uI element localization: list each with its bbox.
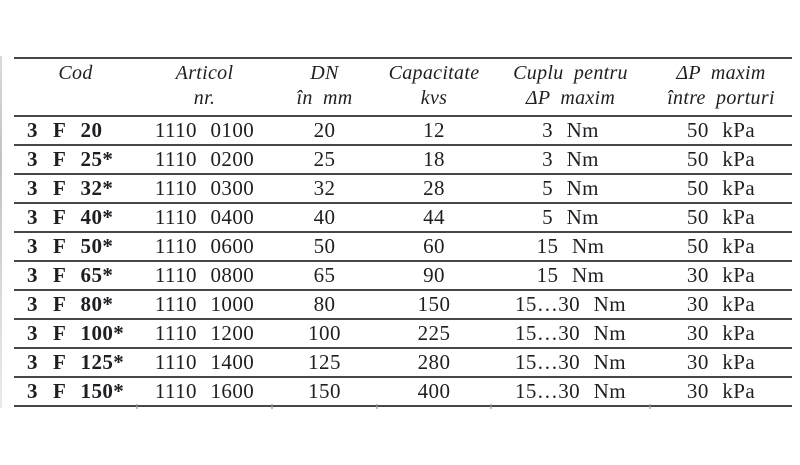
data-cell: 3 Nm [542,118,599,142]
data-cell: 12 [423,118,445,142]
header-line2: între porturi [667,87,775,109]
data-cell: 18 [423,147,445,171]
table-body [14,116,792,406]
data-cell: 50 kPa [686,205,756,229]
data-cell: 28 [423,176,445,200]
data-cell: 30 kPa [686,263,756,287]
code-cell: 3 F 40* [27,205,114,229]
table-row [14,377,792,406]
scan-edge-artifact [0,56,2,408]
data-cell: 50 kPa [686,147,756,171]
table-header [14,58,792,116]
data-cell: 150 [308,379,341,403]
header-line1: Capacitate [388,62,480,84]
column-divider-stub [649,404,651,409]
table-row [14,290,792,319]
data-cell: 30 kPa [686,350,756,374]
code-cell: 3 F 25* [27,147,114,171]
column-divider-stub [136,404,138,409]
table-row [14,232,792,261]
table-row [14,145,792,174]
data-cell: 30 kPa [686,292,756,316]
code-cell: 3 F 32* [27,176,114,200]
data-cell: 1110 1400 [154,350,255,374]
table-row [14,203,792,232]
table-row [14,116,792,145]
data-cell: 32 [313,176,336,200]
data-cell: 50 kPa [686,118,756,142]
data-cell: 15 Nm [536,263,605,287]
header-line2: ΔP maxim [525,87,616,109]
data-cell: 20 [313,118,336,142]
data-cell: 1110 0100 [154,118,255,142]
table-row [14,261,792,290]
data-cell: 15 Nm [536,234,605,258]
data-cell: 25 [313,147,336,171]
header-line2: în mm [296,87,353,109]
valve-spec-table [14,57,792,407]
data-cell: 50 kPa [686,176,756,200]
data-cell: 400 [417,379,451,403]
code-cell: 3 F 65* [27,263,114,287]
header-line1: DN [310,62,339,84]
data-cell: 1110 1200 [154,321,255,345]
table-row [14,319,792,348]
code-cell: 3 F 50* [27,234,114,258]
data-cell: 1110 0200 [154,147,255,171]
code-cell: 3 F 20 [27,118,103,142]
data-cell: 50 kPa [686,234,756,258]
data-cell: 1110 1600 [154,379,255,403]
data-cell: 30 kPa [686,379,756,403]
code-cell: 3 F 80* [27,292,114,316]
data-cell: 40 [313,205,336,229]
data-cell: 65 [313,263,336,287]
column-divider-stub [490,404,492,409]
header-cell-3 [377,58,491,116]
code-cell: 3 F 100* [27,321,125,345]
table-row [14,348,792,377]
header-line2 [14,86,137,111]
header-line1: Cod [58,62,93,84]
data-cell: 1110 0300 [154,176,255,200]
data-cell: 3 Nm [542,147,599,171]
data-cell: 225 [417,321,451,345]
data-cell: 5 Nm [542,205,599,229]
data-cell: 60 [423,234,445,258]
data-cell: 1110 0800 [154,263,255,287]
data-cell: 15…30 Nm [515,379,626,403]
data-cell: 30 kPa [686,321,756,345]
data-cell: 80 [313,292,336,316]
data-cell: 15…30 Nm [515,321,626,345]
header-line1: Cuplu pentru [513,62,628,84]
header-row [14,58,792,116]
header-cell-1 [137,58,272,116]
data-cell: 280 [417,350,451,374]
column-divider-stub [376,404,378,409]
data-cell: 44 [423,205,445,229]
table-row [14,174,792,203]
header-cell-5 [650,58,792,116]
header-line1: Articol [175,62,234,84]
data-cell: 90 [423,263,445,287]
code-cell: 3 F 150* [27,379,125,403]
data-cell: 1110 0400 [154,205,255,229]
data-cell: 150 [417,292,451,316]
header-line1: ΔP maxim [676,62,766,84]
data-cell: 5 Nm [542,176,599,200]
data-cell: 1110 1000 [154,292,255,316]
header-cell-4 [491,58,650,116]
header-cell-2 [272,58,377,116]
data-cell: 50 [313,234,336,258]
data-cell: 15…30 Nm [515,350,626,374]
header-cell-0 [14,58,137,116]
code-cell: 3 F 125* [27,350,125,374]
header-line2: kvs [420,87,448,109]
column-divider-stub [271,404,273,409]
data-cell: 1110 0600 [154,234,255,258]
data-cell: 100 [308,321,341,345]
data-cell: 15…30 Nm [515,292,626,316]
header-line2: nr. [193,87,216,109]
data-cell: 125 [308,350,341,374]
